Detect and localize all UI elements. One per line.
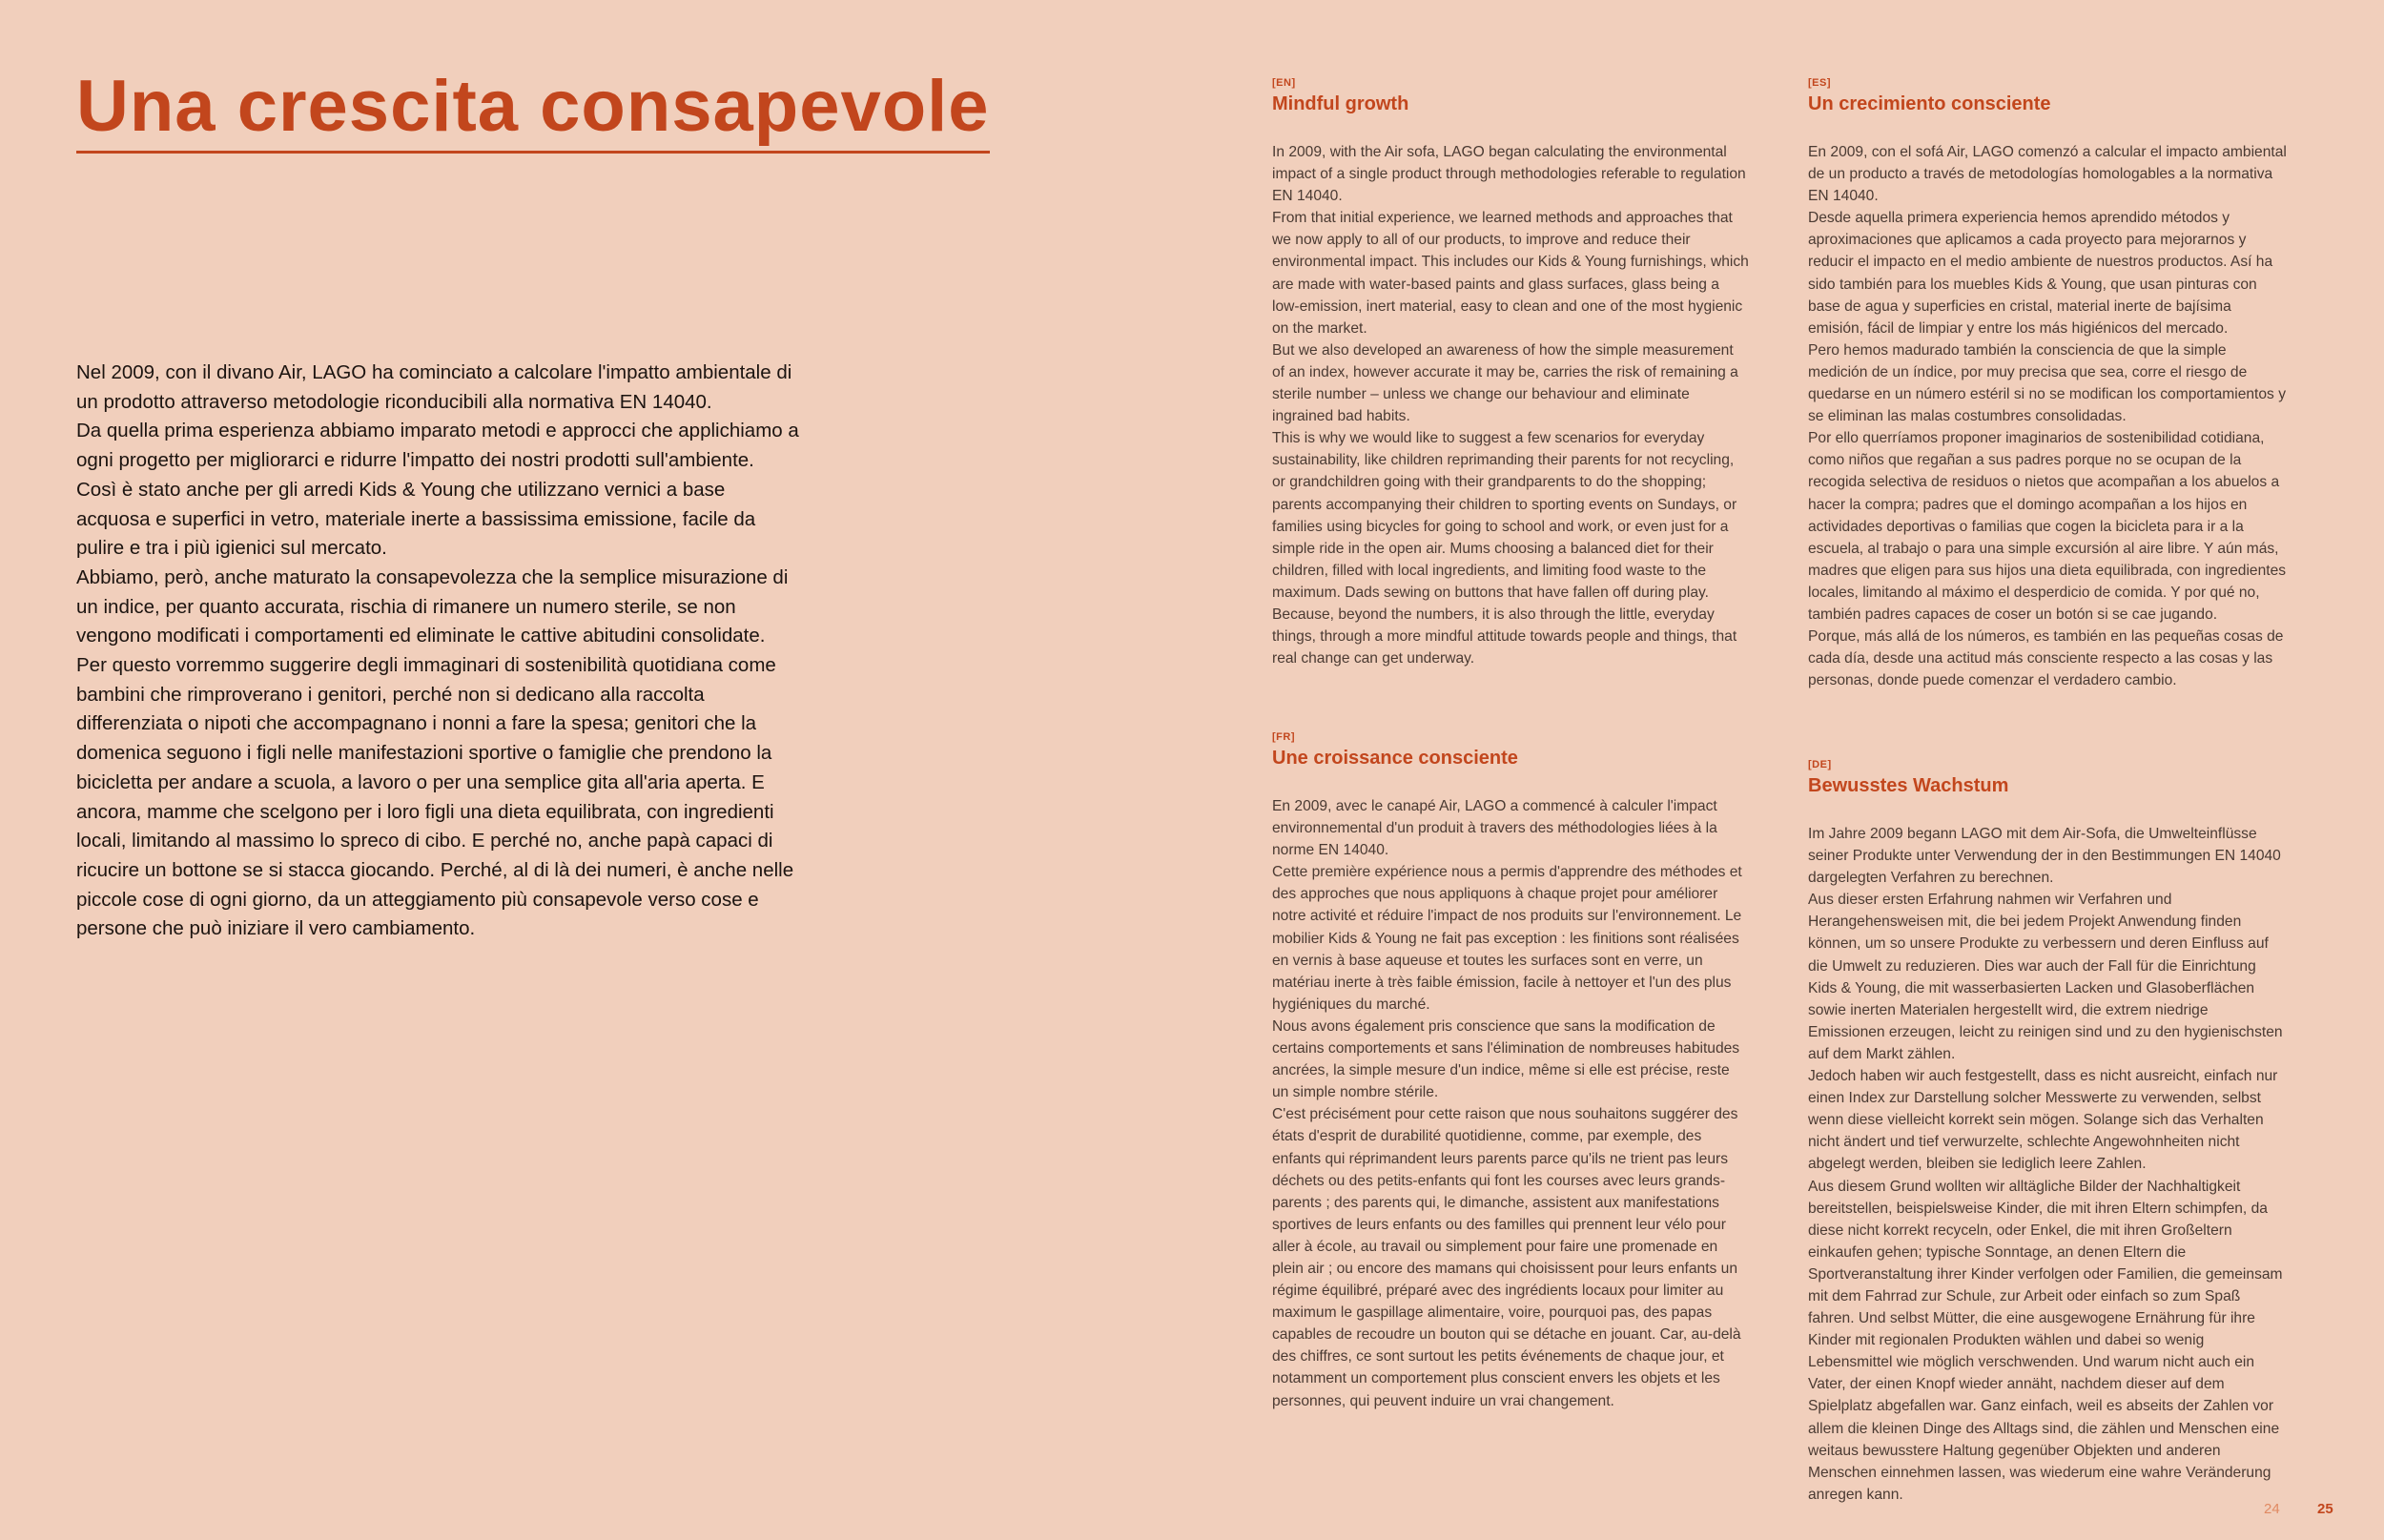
- section-paragraph: From that initial experience, we learned methods and approaches that we now apply to all of our products, to improve and reduce their environmental impact. This includes our Kids & Young furnishings, which are made with water-based paints and glass surfaces, glass being a low-emission, inert material, easy to clean and one of the most hygienic on the market.: [1272, 210, 1749, 337]
- section-spanish: [1808, 76, 2289, 691]
- section-paragraph: En 2009, con el sofá Air, LAGO comenzó a calcular el impacto ambiental de un producto a través de metodologías homologables a la normativa EN 14040.: [1808, 144, 2287, 205]
- language-tag: [ES]: [1808, 77, 1831, 89]
- intro-paragraph: Nel 2009, con il divano Air, LAGO ha cominciato a calcolare l'impatto ambientale di un prodotto attraverso metodologie riconducibili alla normativa EN 14040.: [76, 361, 792, 413]
- section-heading: Une croissance consciente: [1272, 748, 1518, 769]
- section-german: [1808, 758, 2289, 1506]
- section-paragraph: Nous avons également pris conscience que sans la modification de certains comportements et sans l'élimination de nombreuses habitudes ancrées, la simple mesure d'un indice, même si elle est précise, reste un simple nombre stérile.: [1272, 1017, 1740, 1101]
- section-paragraph: Aus diesem Grund wollten wir alltägliche Bilder der Nachhaltigkeit bereitstellen, beispielsweise Kinder, die mit ihren Eltern schimpfen, da diese nicht korrekt recyceln, oder Enkel, die mit ihren Großeltern einkaufen gehen; typische Sonntage, an denen Eltern die Sportveranstaltung ihrer Kinder verfolgen oder Familien, die gemeinsam mit dem Fahrrad zur Schule, zur Arbeit oder einfach so zum Spaß fahren. Und selbst Mütter, die eine ausgewogene Ernährung für ihre Kinder mit regionalen Produkten wählen und dabei so wenig Lebensmittel wie möglich verschwenden. Und warum nicht auch ein Vater, der einen Knopf wieder annäht, nachdem dieser auf dem Spielplatz abgefallen war. Ganz einfach, weil es abseits der Zahlen vor allem die kleinen Dinge des Alltags sind, die zählen und Menschen eine weitaus bewusstere Haltung gegenüber Objekten und anderen Menschen einnehmen lassen, was wiederum eine wahre Veränderung anregen kann.: [1808, 1178, 2283, 1503]
- intro-paragraph: Per questo vorremmo suggerire degli immaginari di sostenibilità quotidiana come bambini che rimproverano i genitori, perché non si dedicano alla raccolta differenziata o nipoti che accompagnano i nonni a fare la spesa; genitori che la domenica seguono i figli nelle manifestazioni sportive o famiglie che prendono la bicicletta per andare a scuola, a lavoro o per una semplice gita all'aria aperta. E ancora, mamme che scelgono per i loro figli una dieta equilibrata, con ingredienti locali, limitando al massimo lo spreco di cibo. E perché no, anche papà capaci di ricucire un bottone se si stacca giocando. Perché, al di là dei numeri, è anche nelle piccole cose di ogni giorno, da un atteggiamento più consapevole verso cose e persone che può iniziare il vero cambiamento.: [76, 654, 794, 940]
- page-title: Una crescita consapevole: [76, 67, 990, 154]
- page-number-left: 24: [2264, 1501, 2280, 1517]
- intro-paragraph: Abbiamo, però, anche maturato la consapevolezza che la semplice misurazione di un indice, per quanto accurata, rischia di rimanere un numero sterile, se non vengono modificati i comportamenti ed eliminate le cattive abitudini consolidate.: [76, 565, 789, 647]
- section-paragraph: Because, beyond the numbers, it is also through the little, everyday things, through a more mindful attitude towards people and things, that real change can get underway.: [1272, 606, 1737, 667]
- section-paragraph: C'est précisément pour cette raison que nous souhaitons suggérer des états d'esprit de durabilité quotidienne, comme, par exemple, des enfants qui réprimandent leurs parents parce qu'ils ne trient pas leurs déchets ou des petits-enfants qui font les courses avec leurs grands-parents ; des parents qui, le dimanche, assistent aux manifestations sportives de leurs enfants ou des familles qui prennent leur vélo pour aller à école, au travail ou simplement pour faire une promenade en plein air ; ou encore des mamans qui choisissent pour leurs enfants un régime équilibré, préparé avec des ingrédients locaux pour limiter au maximum le gaspillage alimentaire, voire, pourquoi pas, des papas capables de recoudre un bouton qui se détache en jouant. Car, au-delà des chiffres, ce sont surtout les petits événements de chaque jour, et notamment un comportement plus conscient envers les objets et les personnes, qui peuvent induire un vrai changement.: [1272, 1106, 1741, 1409]
- language-tag: [DE]: [1808, 759, 1832, 770]
- section-heading: Mindful growth: [1272, 93, 1409, 114]
- section-paragraph: Cette première expérience nous a permis d'apprendre des méthodes et des approches que nous appliquons à chaque projet pour améliorer notre activité et réduire l'impact de nos produits sur l'environnement. Le mobilier Kids & Young ne fait pas exception : les finitions sont réalisées en vernis à base aqueuse et toutes les surfaces sont en verre, un matériau inerte à très faible émission, facile à nettoyer et l'un des plus hygiéniques du marché.: [1272, 864, 1742, 1013]
- section-paragraph: Porque, más allá de los números, es también en las pequeñas cosas de cada día, desde una actitud más consciente respecto a las cosas y las personas, donde puede comenzar el verdadero cambio.: [1808, 628, 2284, 689]
- language-tag: [EN]: [1272, 77, 1296, 89]
- section-heading: Bewusstes Wachstum: [1808, 775, 2009, 796]
- language-tag: [FR]: [1272, 731, 1295, 743]
- intro-text-italian: [76, 359, 799, 944]
- section-paragraph: Aus dieser ersten Erfahrung nahmen wir Verfahren und Herangehensweisen mit, die bei jedem Projekt Anwendung finden können, um so unsere Produkte zu verbessern und deren Einfluss auf die Umwelt zu reduzieren. Dies war auch der Fall für die Einrichtung Kids & Young, die mit wasserbasierten Lacken und Glasoberflächen sowie inerten Materialen hergestellt wird, die extrem niedrige Emissionen erzeugen, leicht zu reinigen sind und zu den hygienischsten auf dem Markt zählen.: [1808, 892, 2283, 1062]
- section-paragraph: Por ello querríamos proponer imaginarios de sostenibilidad cotidiana, como niños que regañan a sus padres porque no se ocupan de la recogida selectiva de residuos o nietos que acompañan a los abuelos a hacer la compra; padres que el domingo acompañan a los hijos en actividades deportivas o familias que cogen la bicicleta para ir a la escuela, al trabajo o para una simple excursión al aire libre. Y aún más, madres que eligen para sus hijos una dieta equilibrada, con ingredientes locales, limitando al máximo el desperdicio de comida. Y por qué no, también padres capaces de coser un botón si se cae jugando.: [1808, 430, 2287, 623]
- section-heading: Un crecimiento consciente: [1808, 93, 2051, 114]
- section-paragraph: Desde aquella primera experiencia hemos aprendido métodos y aproximaciones que aplicamos a cada proyecto para mejorarnos y reducir el impacto en el medio ambiente de nuestros productos. Así ha sido también para los muebles Kids & Young, que usan pinturas con base de agua y superficies en cristal, material inerte de bajísima emisión, fácil de limpiar y entre los más higiénicos del mercado.: [1808, 210, 2273, 337]
- section-paragraph: En 2009, avec le canapé Air, LAGO a commencé à calculer l'impact environnemental d'un produit à travers des méthodologies liées à la norme EN 14040.: [1272, 798, 1717, 859]
- section-paragraph: Jedoch haben wir auch festgestellt, dass es nicht ausreicht, einfach nur einen Index zur Darstellung solcher Messwerte zu verwenden, selbst wenn diese vielleicht korrekt sein mögen. Solange sich das Verhalten nicht ändert und tief verwurzelte, schlechte Angewohnheiten nicht abgelegt werden, bleiben sie lediglich leere Zahlen.: [1808, 1068, 2278, 1173]
- intro-paragraph: Da quella prima esperienza abbiamo imparato metodi e approcci che applichiamo a ogni progetto per migliorarci e ridurre l'impatto dei nostri prodotti sull'ambiente. Così è stato anche per gli arredi Kids & Young che utilizzano vernici a base acquosa e superfici in vetro, materiale inerte a bassissima emissione, facile da pulire e tra i più igienici sul mercato.: [76, 420, 799, 560]
- section-paragraph: Im Jahre 2009 begann LAGO mit dem Air-Sofa, die Umwelteinflüsse seiner Produkte unter Verwendung der in den Bestimmungen EN 14040 dargelegten Verfahren zu berechnen.: [1808, 826, 2281, 887]
- section-paragraph: Pero hemos madurado también la consciencia de que la simple medición de un índice, por muy precisa que sea, corre el riesgo de quedarse en un número estéril si no se modifican los comportamientos y se eliminan las malas costumbres consolidadas.: [1808, 341, 2286, 425]
- section-paragraph: But we also developed an awareness of how the simple measurement of an index, however accurate it may be, carries the risk of remaining a sterile number – unless we change our behaviour and eliminate ingrained bad habits.: [1272, 341, 1738, 425]
- section-english: [1272, 76, 1749, 669]
- section-paragraph: This is why we would like to suggest a few scenarios for everyday sustainability, like children reprimanding their parents for not recycling, or grandchildren going with their grandparents to do the shopping; parents accompanying their children to sporting events on Sundays, or families using bicycles for going to school and work, or even just for a simple ride in the open air. Mums choosing a balanced diet for their children, filled with local ingredients, and limiting food waste to the maximum. Dads sewing on buttons that have fallen off during play.: [1272, 430, 1737, 601]
- section-paragraph: In 2009, with the Air sofa, LAGO began calculating the environmental impact of a single product through methodologies referable to regulation EN 14040.: [1272, 144, 1746, 205]
- section-french: [1272, 730, 1749, 1412]
- page-number-right: 25: [2317, 1501, 2333, 1517]
